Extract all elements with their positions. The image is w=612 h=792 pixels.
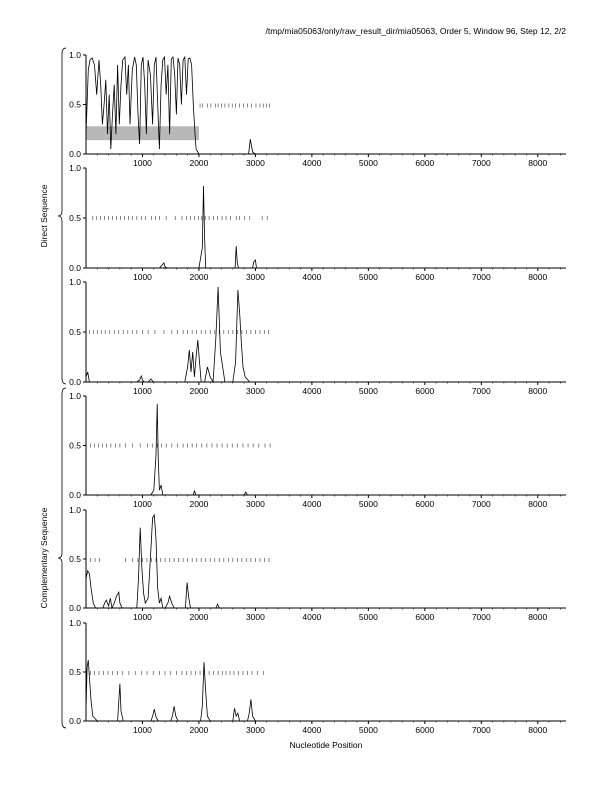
series-line-1 bbox=[86, 404, 566, 495]
y-tick-label: 0.5 bbox=[69, 99, 81, 110]
y-tick-label: 0.5 bbox=[69, 440, 81, 451]
x-tick-label: 4000 bbox=[302, 386, 322, 396]
x-tick-label: 7000 bbox=[471, 158, 491, 168]
x-tick-label: 5000 bbox=[358, 272, 378, 282]
x-tick-label: 6000 bbox=[415, 499, 435, 509]
complementary-sequence-bracket bbox=[58, 388, 66, 728]
y-tick-label: 1.0 bbox=[69, 391, 81, 401]
direct-sequence-label: Direct Sequence bbox=[39, 184, 49, 248]
x-tick-label: 4000 bbox=[302, 499, 322, 509]
panel-3 bbox=[69, 277, 566, 396]
x-tick-label: 1000 bbox=[133, 272, 152, 282]
series-line-1 bbox=[86, 660, 566, 721]
y-tick-label: 0.0 bbox=[69, 377, 81, 387]
x-tick-label: 1000 bbox=[133, 725, 152, 735]
x-tick-label: 7000 bbox=[471, 725, 491, 735]
x-tick-label: 3000 bbox=[245, 158, 265, 168]
x-tick-label: 4000 bbox=[302, 272, 322, 282]
x-tick-label: 6000 bbox=[415, 612, 435, 622]
x-tick-label: 8000 bbox=[528, 386, 548, 396]
x-tick-label: 1000 bbox=[133, 499, 152, 509]
x-tick-label: 6000 bbox=[415, 158, 435, 168]
x-tick-label: 7000 bbox=[471, 386, 491, 396]
figure-title: /tmp/mia05063/only/raw_result_dir/mia05063, Order 5, Window 96, Step 12, 2/2 bbox=[265, 26, 566, 36]
x-tick-label: 4000 bbox=[302, 158, 322, 168]
x-tick-label: 8000 bbox=[528, 725, 548, 735]
x-tick-label: 6000 bbox=[415, 725, 435, 735]
y-tick-label: 0.5 bbox=[69, 327, 81, 337]
x-tick-label: 1000 bbox=[133, 386, 152, 396]
y-tick-label: 0.0 bbox=[69, 490, 81, 500]
x-tick-label: 3000 bbox=[245, 499, 265, 509]
y-tick-label: 1.0 bbox=[69, 618, 81, 628]
panel-6 bbox=[69, 618, 566, 735]
y-tick-label: 0.0 bbox=[69, 149, 81, 159]
x-tick-label: 7000 bbox=[471, 499, 491, 509]
x-tick-label: 3000 bbox=[245, 612, 265, 622]
x-axis-label: Nucleotide Position bbox=[289, 740, 363, 750]
y-tick-label: 1.0 bbox=[69, 50, 81, 60]
direct-sequence-bracket bbox=[58, 48, 66, 384]
y-tick-label: 0.0 bbox=[69, 716, 81, 726]
x-tick-label: 4000 bbox=[302, 725, 322, 735]
x-tick-label: 4000 bbox=[302, 612, 322, 622]
x-tick-label: 5000 bbox=[358, 725, 378, 735]
x-tick-label: 2000 bbox=[189, 386, 209, 396]
y-tick-label: 1.0 bbox=[69, 163, 81, 173]
panel-2 bbox=[69, 163, 566, 282]
x-tick-label: 6000 bbox=[415, 386, 435, 396]
x-tick-label: 5000 bbox=[358, 158, 378, 168]
x-tick-label: 7000 bbox=[471, 272, 491, 282]
x-tick-label: 1000 bbox=[133, 612, 152, 622]
y-tick-label: 0.5 bbox=[69, 667, 81, 677]
panels bbox=[69, 50, 566, 735]
complementary-sequence-label: Complementary Sequence bbox=[39, 507, 49, 609]
series-line-1 bbox=[86, 186, 566, 268]
x-tick-label: 5000 bbox=[358, 386, 378, 396]
group-brackets bbox=[39, 48, 66, 728]
y-tick-label: 0.5 bbox=[69, 213, 81, 223]
y-tick-label: 0.5 bbox=[69, 554, 81, 564]
series-line-1 bbox=[86, 515, 566, 608]
highlight-region bbox=[86, 126, 199, 140]
x-tick-label: 8000 bbox=[528, 612, 548, 622]
series-line-1 bbox=[86, 287, 566, 382]
x-tick-label: 2000 bbox=[189, 612, 209, 622]
x-tick-label: 2000 bbox=[189, 158, 209, 168]
x-tick-label: 2000 bbox=[189, 499, 209, 509]
panel-5 bbox=[69, 505, 566, 622]
x-tick-label: 5000 bbox=[358, 499, 378, 509]
x-tick-label: 6000 bbox=[415, 272, 435, 282]
y-tick-label: 1.0 bbox=[69, 505, 81, 515]
panel-1 bbox=[69, 50, 566, 168]
x-tick-label: 1000 bbox=[133, 158, 152, 168]
panel-4 bbox=[69, 391, 566, 509]
x-tick-label: 3000 bbox=[245, 725, 265, 735]
x-tick-label: 5000 bbox=[358, 612, 378, 622]
x-tick-label: 3000 bbox=[245, 272, 265, 282]
x-tick-label: 3000 bbox=[245, 386, 265, 396]
x-tick-label: 2000 bbox=[189, 725, 209, 735]
x-tick-label: 8000 bbox=[528, 158, 548, 168]
x-tick-label: 8000 bbox=[528, 499, 548, 509]
x-tick-label: 2000 bbox=[189, 272, 209, 282]
x-tick-label: 8000 bbox=[528, 272, 548, 282]
y-tick-label: 0.0 bbox=[69, 263, 81, 273]
y-tick-label: 0.0 bbox=[69, 603, 81, 613]
y-tick-label: 1.0 bbox=[69, 277, 81, 287]
x-tick-label: 7000 bbox=[471, 612, 491, 622]
